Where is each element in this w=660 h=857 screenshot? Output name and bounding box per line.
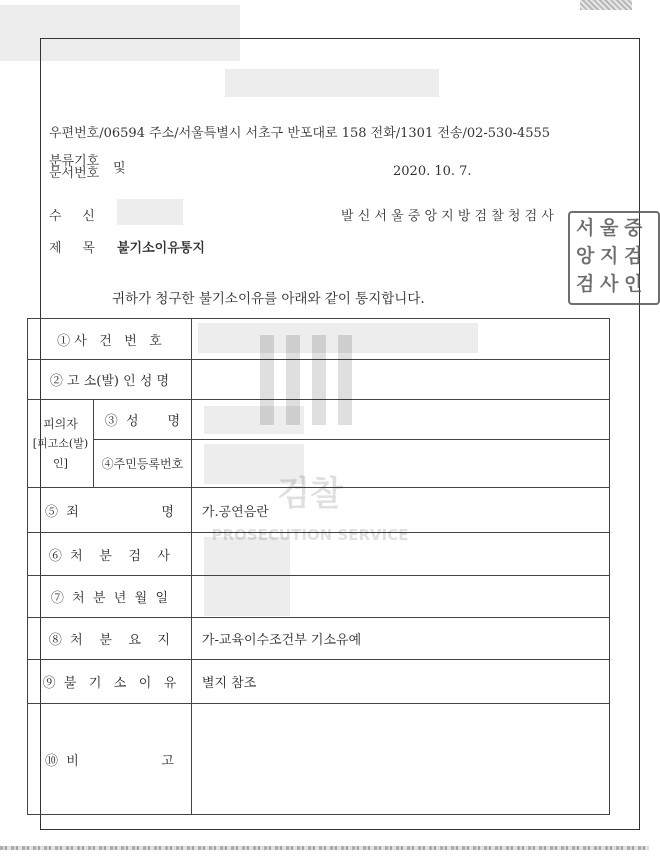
notice-text: 귀하가 청구한 불기소이유를 아래와 같이 통지합니다. bbox=[112, 291, 425, 307]
seal-glyph: 사 bbox=[600, 273, 619, 295]
row-value bbox=[191, 576, 609, 618]
table-row bbox=[28, 618, 610, 660]
row-label: ③ 성 명 bbox=[93, 400, 191, 440]
row-label: ④주민등록번호 bbox=[93, 440, 191, 488]
seal-glyph: 검 bbox=[576, 273, 595, 295]
subject-text: 불기소이유통지 bbox=[117, 241, 205, 256]
suspect-label: 피의자 [피고소(발)인] bbox=[28, 400, 94, 488]
row-value: 가-교육이수조건부 기소유예 bbox=[191, 618, 609, 660]
seal-glyph: 인 bbox=[624, 273, 643, 295]
table-row bbox=[28, 660, 610, 704]
seal-glyph: 검 bbox=[624, 245, 643, 267]
classification-suffix: 및 bbox=[113, 161, 126, 176]
redacted-disposition-date bbox=[204, 576, 290, 616]
watermark-subtext: PROSECUTION SERVICE bbox=[211, 526, 409, 544]
classification-label: 분류기호 문서번호 bbox=[49, 154, 100, 181]
recipient-label: 수 신 bbox=[49, 209, 95, 224]
document-date: 2020. 10. 7. bbox=[393, 164, 472, 179]
subject-label: 제 목 bbox=[49, 241, 95, 256]
watermark-text: 검찰 bbox=[277, 474, 343, 514]
redacted-recipient bbox=[117, 199, 183, 225]
seal-glyph: 서 bbox=[576, 217, 595, 239]
contact-line: 우편번호/06594 주소/서울특별시 서초구 반포대로 158 전화/1301 전송/02-530-4555 bbox=[49, 126, 551, 141]
seal-glyph: 울 bbox=[600, 217, 619, 239]
row-value bbox=[191, 704, 609, 815]
row-label: ① 사 건 번 호 bbox=[28, 319, 192, 360]
scan-artifact bbox=[580, 0, 632, 10]
row-label: ⑧ 처 분 요 지 bbox=[28, 618, 192, 660]
sender-line: 발 신 서 울 중 앙 지 방 검 찰 청 검 사 bbox=[341, 209, 554, 224]
row-value: 가.공연음란 bbox=[191, 488, 609, 533]
table-row bbox=[28, 704, 610, 815]
row-label: ⑥ 처 분 검 사 bbox=[28, 533, 192, 576]
row-label: ⑤ 죄 명 bbox=[28, 488, 192, 533]
seal-glyph: 지 bbox=[600, 245, 619, 267]
row-label: ② 고 소(발) 인 성 명 bbox=[28, 360, 192, 400]
official-seal bbox=[568, 211, 660, 305]
seal-glyph: 앙 bbox=[576, 245, 595, 267]
row-label: ⑦ 처 분 년 월 일 bbox=[28, 576, 192, 618]
redacted-title bbox=[225, 69, 439, 97]
scan-artifact bbox=[0, 846, 649, 850]
row-value: 별지 참조 bbox=[191, 660, 609, 704]
seal-glyph: 중 bbox=[624, 217, 643, 239]
table-row bbox=[28, 576, 610, 618]
row-label: ⑨ 불 기 소 이 유 bbox=[28, 660, 192, 704]
row-label: ⑩ 비 고 bbox=[28, 704, 192, 815]
